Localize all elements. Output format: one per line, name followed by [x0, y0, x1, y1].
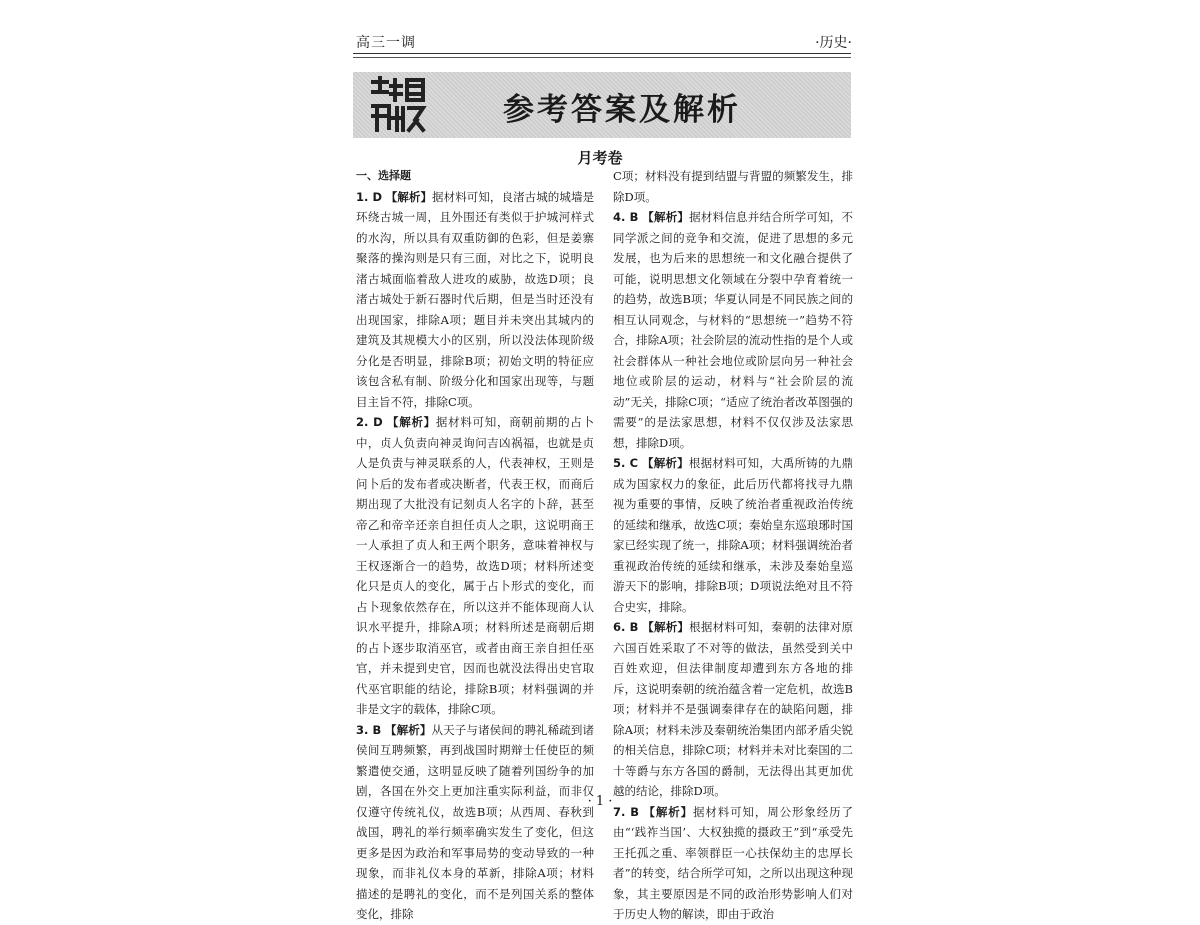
analysis-tag: 【解析】: [643, 804, 694, 819]
analysis-tag: 【解析】: [642, 620, 690, 634]
answer-item: [356, 187, 594, 413]
seal-logo-icon: [367, 74, 429, 136]
right-column: [613, 166, 853, 925]
answer-item: [613, 166, 853, 207]
answer-text: 据材料可知，良渚古城的城墙是环绕古城一周，且外围还有类似于护城河样式的水沟，所以具有双重防御的色彩，但是姜寨聚落的操沟则是只有三面，对比之下，说明良渚古城面临着敌人进攻的威胁，故选D项；良渚古城处于新石器时代后期，但是当时还没有出现国家，排除A项；题目并未突出其城内的建筑及其规模大小的区别，所以没法体现阶级分化是否明显，排除B项；初始文明的特征应该包含私有制、阶级分化和国家出现等，与题目主旨不符，排除C项。: [356, 189, 595, 409]
analysis-tag: 【解析】: [642, 210, 690, 224]
banner-title: 参考答案及解析: [503, 92, 741, 128]
header-subject: ·历史·: [815, 35, 852, 51]
answer-item: [613, 453, 853, 617]
header-rule-thin: [353, 57, 851, 58]
analysis-tag: 【解析】: [641, 456, 689, 470]
answer-item: [613, 617, 853, 802]
section-title: 月考卷: [577, 149, 623, 167]
answer-number: 1. D: [356, 189, 382, 204]
answer-text: 根据材料可知，秦朝的法律对原六国百姓采取了不对等的做法，虽然受到关中百姓欢迎，但法律制度却遭到东方各地的排斥，这说明秦朝的统治蕴含着一定危机，故选B项；材料并不是强调秦律存在的缺陷问题，排除A项；材料未涉及秦朝统治集团内部矛盾尖锐的相关信息，排除C项；材料并未对比秦国的二十等爵与东方各国的爵制，无法得出其更加优越的结论，排除D项。: [613, 620, 854, 798]
answer-number: 5. C: [613, 456, 639, 470]
answer-item: [613, 802, 853, 925]
analysis-tag: 【解析】: [385, 722, 432, 737]
title-banner: [353, 72, 851, 138]
answer-number: 4. B: [613, 210, 639, 224]
answer-text: 据材料信息并结合所学可知，不同学派之间的竞争和交流，促进了思想的多元发展，也为后来的思想统一和文化融合提供了可能，说明思想文化领域在分裂中孕育着统一的趋势，故选B项；华夏认同是不同民族之间的相互认同观念，与材料的“思想统一”趋势不符合，排除A项；社会阶层的流动性指的是个人或社会群体从一种社会地位或阶层向另一种社会地位或阶层的运动，材料与“社会阶层的流动”无关，排除C项；“适应了统治者改革图强的需要”的是法家思想，材料不仅仅涉及法家思想，排除D项。: [613, 210, 854, 450]
answer-text: C项；材料没有提到结盟与背盟的频繁发生，排除D项。: [613, 169, 853, 204]
answer-text: 据材料可知，商朝前期的占卜中，贞人负责向神灵询问吉凶祸福，也就是贞人是负责与神灵联系的人，代表神权，王则是问卜后的发布者或决断者，代表王权，而商后期出现了大批没有记刻贞人名字的卜辞，甚至帝乙和帝辛还亲自担任贞人之职，这说明商王一人承担了贞人和王两个职务，意味着神权与王权逐渐合一的趋势，故选D项；材料所述变化只是贞人的变化，属于占卜形式的变化，而占卜现象依然存在，所以这并不能体现商人认识水平提升，排除A项；材料所述是商朝后期的占卜逐步取消巫官，或者由商王亲自担任巫官，并未提到史官，因而也就没法得出史官取代巫官职能的结论，排除B项；材料强调的并非是文字的载体，排除C项。: [356, 415, 595, 716]
section-heading: 一、选择题: [356, 169, 411, 182]
answer-number: 7. B: [613, 804, 640, 819]
header-rule: [353, 53, 851, 54]
answer-number: 2. D: [356, 415, 383, 429]
answer-item: [613, 207, 853, 453]
analysis-tag: 【解析】: [387, 415, 436, 429]
answer-text: 根据材料可知，大禹所铸的九鼎成为国家权力的象征，此后历代都将找寻九鼎视为重要的事情，反映了统治者重视政治传统的延续和继承，故选C项；秦始皇东巡琅琊时国家已经实现了统一，排除A项；材料强调统治者重视政治传统的延续和继承，未涉及秦始皇巡游天下的影响，排除B项；D项说法绝对且不符合史实，排除。: [613, 456, 854, 614]
answer-number: 6. B: [613, 620, 639, 634]
analysis-tag: 【解析】: [385, 189, 433, 204]
answer-item: [356, 720, 594, 925]
left-column: [356, 166, 594, 925]
answer-item: [356, 412, 594, 720]
header-grade: 高三一调: [356, 35, 416, 51]
answer-text: 从天子与诸侯间的聘礼稀疏到诸侯间互聘频繁，再到战国时期辩士任使臣的频繁遣使交通，这明显反映了随着列国纷争的加剧，各国在外交上更加注重实际利益，而非仅仅遵守传统礼仪，故选B项；从西周、春秋到战国，聘礼的举行频率确实发生了变化，但这更多是因为政治和军事局势的变动导致的一种现象，而非礼仪本身的革新，排除A项；材料描述的是聘礼的变化，而不是列国关系的整体变化，排除: [356, 722, 595, 921]
answer-text: 据材料可知，周公形象经历了由“‘践祚当国’、大权独揽的摄政王”到“承受先王托孤之重、率领群臣一心扶保幼主的忠厚长者”的转变，结合所学可知，之所以出现这种现象，其主要原因是不同的政治形势影响人们对于历史人物的解读，即由于政治: [613, 804, 854, 921]
answer-number: 3. B: [356, 722, 382, 737]
page-number: · 1 ·: [587, 794, 613, 809]
